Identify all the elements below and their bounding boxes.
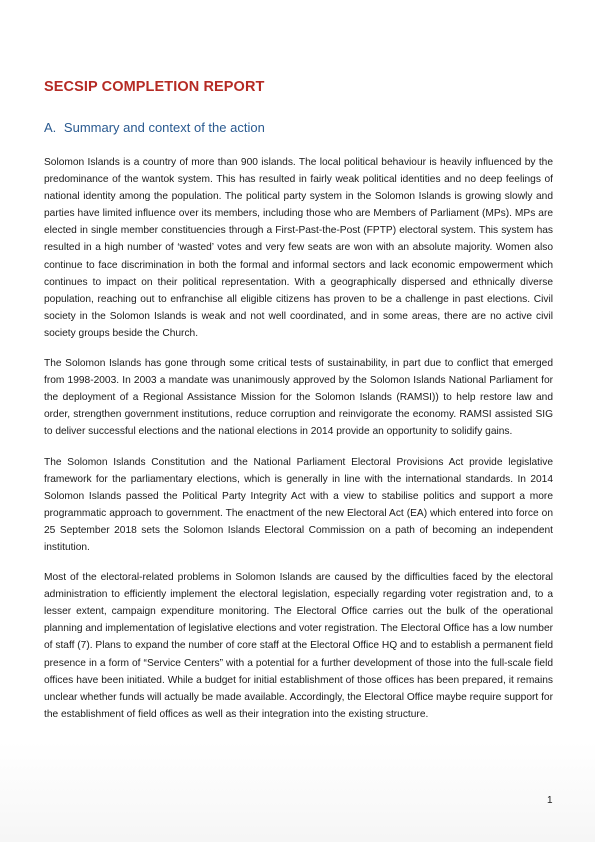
body-text — [44, 154, 553, 736]
report-title: SECSIP COMPLETION REPORT — [44, 79, 265, 95]
paragraph-legal-framework: The Solomon Islands Constitution and the National Parliament Electoral Provisions Act provide legislative framework for the parliamentary elections, which is generally in line with the international standards. In 2014 Solomon Islands passed the Political Party Integrity Act with a view to stabilise politics and support a more programmatic approach to government. The enactment of the new Electoral Act (EA) which entered into force on 25 September 2018 sets the Solomon Islands Electoral Commission on a path of becoming an independent institution. — [44, 456, 553, 553]
section-heading-text: Summary and context of the action — [63, 120, 265, 135]
section-heading — [44, 120, 265, 135]
section-number: A. — [44, 120, 57, 135]
paragraph-ramsi-history: The Solomon Islands has gone through some critical tests of sustainability, in part due to conflict that emerged from 1998-2003. In 2003 a mandate was unanimously approved by the Solomon Islands National Parliament for the deployment of a Regional Assistance Mission for the Solomon Islands (RAMSI)) to help restore law and order, strengthen government institutions, reduce corruption and reinvigorate the economy. RAMSI assisted SIG to deliver successful elections and the national elections in 2014 provide an opportunity to solidify gains. — [44, 358, 553, 438]
paragraph-country-context: Solomon Islands is a country of more than 900 islands. The local political behaviour is heavily influenced by the predominance of the wantok system. This has resulted in fairly weak political identities and no deep feelings of national identity among the population. The political party system in the Solomon Islands is growing slowly and parties have limited influence over its members, including those who are Members of Parliament (MPs). MPs are elected in single member constituencies through a First-Past-the-Post (FPTP) electoral system. This system has resulted in a high number of ‘wasted’ votes and very few seats are won with an absolute majority. Women also continue to face discrimination in both the formal and informal sectors and lack economic empowerment which continues to impact on their political representation. With a geographically dispersed and ethnically diverse population, reaching out to enfranchise all eligible citizens has proven to be a challenge in past elections. Civil society in the Solomon Islands is weak and not well coordinated, and in some areas, there are no active civil society groups beside the Church. — [44, 157, 553, 339]
page-number: 1 — [547, 795, 553, 806]
paragraph-electoral-administration: Most of the electoral-related problems in Solomon Islands are caused by the difficulties faced by the electoral administration to efficiently implement the electoral legislation, especially regarding voter registration and, to a lesser extent, campaign expenditure monitoring. The Electoral Office carries out the bulk of the operational planning and implementation of legislative elections and voter registration. The Electoral Office has a low number of staff (7). Plans to expand the number of core staff at the Electoral Office HQ and to establish a permanent field presence in a form of “Service Centers” with a potential for a further development of those into the full-scale field offices have been initiated. While a budget for initial establishment of those offices has been prepared, it remains unclear whether funds will actually be made available. Accordingly, the Electoral Office maybe require support for the establishment of field offices as well as their integration into the existing structure. — [44, 572, 553, 720]
